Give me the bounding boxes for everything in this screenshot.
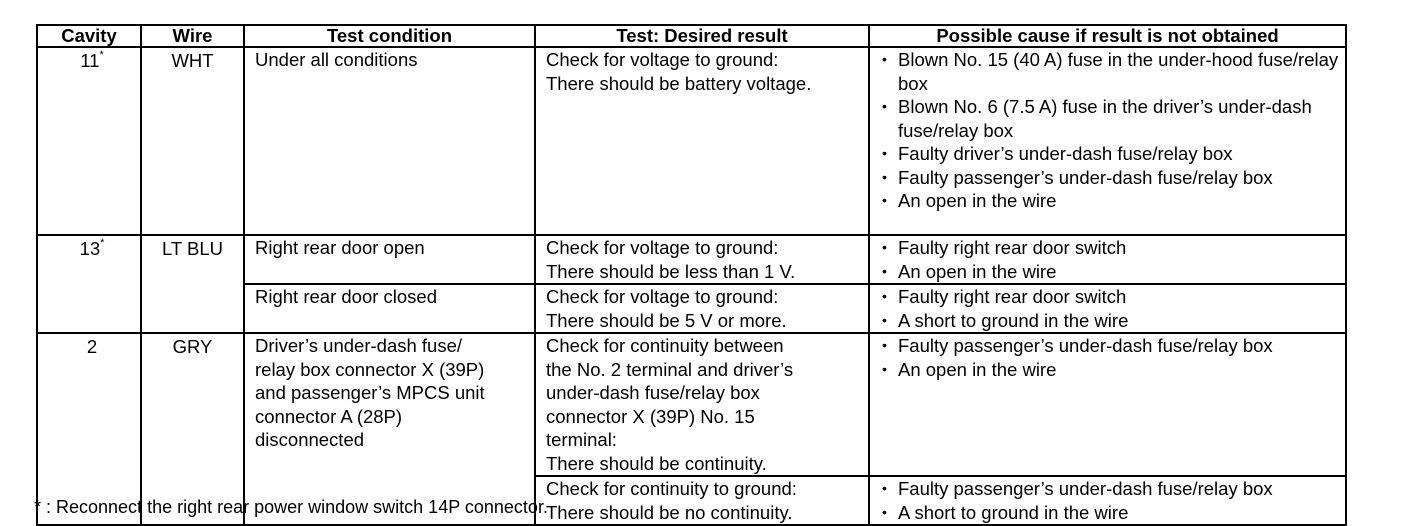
cause-item: • Faulty right rear door switch: [880, 285, 1345, 309]
desired-result-cell: [535, 47, 869, 235]
condition-line: and passenger’s MPCS unit: [255, 382, 485, 403]
result-line: There should be battery voltage.: [546, 72, 812, 94]
cause-item: • An open in the wire: [880, 260, 1345, 284]
cavity-note-mark: *: [99, 49, 104, 61]
cause-item: • An open in the wire: [880, 189, 1345, 213]
cavity-number: 2: [86, 336, 98, 357]
result-line: There should be no continuity.: [546, 501, 793, 523]
desired-result-cell: [535, 235, 869, 284]
condition-line: disconnected: [255, 429, 365, 450]
header-cavity: Cavity: [37, 25, 141, 47]
cause-item: • Faulty passenger’s under-dash fuse/relay box: [880, 166, 1345, 190]
possible-cause-cell: [869, 333, 1346, 476]
condition-line: Driver’s under-dash fuse/: [255, 335, 463, 356]
desired-result-cell: [535, 333, 869, 476]
cause-item: • An open in the wire: [880, 358, 1345, 382]
test-condition-cell: Right rear door open: [244, 235, 535, 284]
header-wire: Wire: [141, 25, 244, 47]
table-row: [37, 235, 1346, 284]
result-line: Check for continuity between: [546, 335, 784, 356]
wire-color-cell: GRY: [141, 333, 244, 525]
possible-cause-cell: [869, 47, 1346, 235]
troubleshooting-table: [36, 24, 1347, 526]
result-line: Check for voltage to ground:: [546, 286, 779, 307]
test-condition-cell: Right rear door closed: [244, 284, 535, 333]
cause-list: [870, 48, 1345, 213]
header-test-condition: Test condition: [244, 25, 535, 47]
condition-line: connector A (28P): [255, 405, 403, 427]
cause-item: • Faulty passenger’s under-dash fuse/relay box: [880, 334, 1345, 358]
result-line: the No. 2 terminal and driver’s: [546, 358, 794, 380]
possible-cause-cell: [869, 235, 1346, 284]
desired-result-cell: [535, 284, 869, 333]
header-desired-result: Test: Desired result: [535, 25, 869, 47]
result-line: terminal:: [546, 429, 617, 450]
cause-item: • Faulty driver’s under-dash fuse/relay box: [880, 142, 1345, 166]
result-line: under-dash fuse/relay box: [546, 382, 760, 403]
result-line: There should be continuity.: [546, 452, 767, 474]
cause-item: • Faulty passenger’s under-dash fuse/relay box: [880, 477, 1345, 501]
cavity-note-mark: *: [100, 237, 105, 249]
wire-color-cell: WHT: [141, 47, 244, 235]
header-row: [37, 25, 1346, 47]
result-line: Check for voltage to ground:: [546, 49, 779, 70]
result-line: There should be less than 1 V.: [546, 260, 796, 282]
cause-item: • Faulty right rear door switch: [880, 236, 1345, 260]
cause-item: • A short to ground in the wire: [880, 309, 1345, 333]
desired-result-cell: [535, 476, 869, 525]
possible-cause-cell: [869, 284, 1346, 333]
header-possible-cause: Possible cause if result is not obtained: [869, 25, 1346, 47]
cause-item: • Blown No. 15 (40 A) fuse in the under-hood fuse/relay box: [880, 48, 1345, 95]
condition-line: relay box connector X (39P): [255, 358, 485, 380]
cause-list: [870, 236, 1345, 283]
cavity-number: 13: [79, 238, 101, 259]
cause-list: [870, 285, 1345, 332]
footnote: * : Reconnect the right rear power window switch 14P connector.: [34, 497, 548, 517]
cavity-cell: [37, 47, 141, 235]
result-line: Check for voltage to ground:: [546, 237, 779, 258]
cause-item: • A short to ground in the wire: [880, 501, 1345, 525]
test-condition-cell: Under all conditions: [244, 47, 535, 235]
wire-color-cell: LT BLU: [141, 235, 244, 333]
table-row: [37, 47, 1346, 235]
result-line: There should be 5 V or more.: [546, 309, 787, 331]
cavity-cell: [37, 235, 141, 333]
cause-item: • Blown No. 6 (7.5 A) fuse in the driver’s under-dash fuse/relay box: [880, 95, 1345, 142]
cause-list: [870, 477, 1345, 524]
cause-list: [870, 334, 1345, 381]
possible-cause-cell: [869, 476, 1346, 525]
cavity-number: 11: [80, 50, 100, 71]
table-row: [37, 333, 1346, 476]
result-line: Check for continuity to ground:: [546, 478, 797, 499]
result-line: connector X (39P) No. 15: [546, 405, 755, 427]
